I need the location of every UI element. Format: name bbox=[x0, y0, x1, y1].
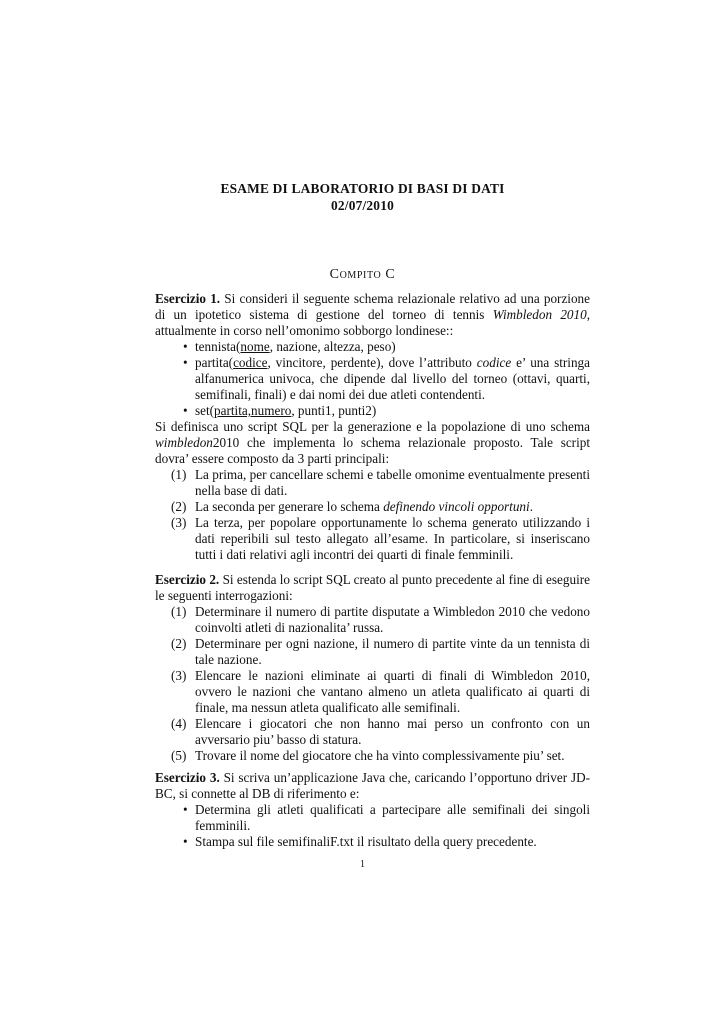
exercise-3 bbox=[155, 770, 590, 850]
primary-key: nome bbox=[240, 339, 270, 354]
paragraph-text-a: Si definisca uno script SQL per la generazione e la popolazione di uno schema bbox=[155, 419, 590, 434]
relation-name: partita( bbox=[195, 355, 234, 370]
item-text: La terza, per popolare opportunamente lo schema generato utilizzando i dati reperibili sul testo allegato all’esame. In particolare, si inseriscano tutti i dati relativi agli incontri dei quarti di finale femminili. bbox=[195, 515, 590, 562]
item-number: (3) bbox=[171, 668, 187, 683]
list-item: • Stampa sul file semifinaliF.txt il risultato della query precedente. bbox=[195, 834, 590, 850]
relation-attributes: , punti1, punti2) bbox=[291, 403, 377, 418]
item-text: Elencare le nazioni eliminate ai quarti di finali di Wimbledon 2010, ovvero le nazioni che vantano almeno un atleta qualificato ai quarti di finale, ma nessun atleta qualificato alle semifinali. bbox=[195, 668, 590, 715]
exercise-2 bbox=[155, 572, 590, 764]
item-text-end: . bbox=[529, 499, 533, 514]
exercise-2-intro-text: Si estenda lo script SQL creato al punto precedente al fine di eseguire le seguenti interrogazioni: bbox=[155, 572, 590, 603]
item-em: definendo vincoli opportuni bbox=[383, 499, 530, 514]
exercise-1-intro-text-a: Si consideri il seguente schema relazionale relativo ad una porzione di un ipotetico sistema di gestione del torneo di tennis bbox=[155, 291, 591, 322]
relation-attributes: , vincitore, perdente), dove l’attributo bbox=[267, 355, 477, 370]
exercise-1-intro-em: Wimbledon 2010 bbox=[492, 307, 587, 322]
list-item bbox=[171, 515, 590, 563]
relation-partita bbox=[195, 355, 590, 403]
exam-title: ESAME DI LABORATORIO DI BASI DI DATI bbox=[220, 181, 505, 196]
exercise-1 bbox=[155, 291, 590, 563]
item-number: (2) bbox=[171, 636, 187, 651]
item-number: (1) bbox=[171, 604, 187, 619]
exercise-3-label: Esercizio 3. bbox=[155, 770, 220, 785]
exercise-2-intro bbox=[155, 572, 590, 604]
exam-date: 02/07/2010 bbox=[330, 198, 394, 213]
relation-name: tennista( bbox=[195, 339, 241, 354]
item-number: (3) bbox=[171, 515, 187, 530]
item-number: (5) bbox=[171, 748, 187, 763]
item-text: La prima, per cancellare schemi e tabelle omonime eventualmente presenti nella base di dati. bbox=[195, 467, 590, 498]
page-number: 1 bbox=[360, 859, 365, 870]
query-list bbox=[155, 604, 590, 764]
list-item bbox=[171, 636, 590, 668]
list-item: • Determina gli atleti qualificati a partecipare alle semifinali dei singoli femminili. bbox=[195, 802, 590, 834]
item-number: (2) bbox=[171, 499, 187, 514]
exercise-1-intro bbox=[155, 291, 590, 339]
list-item bbox=[171, 748, 590, 764]
item-number: (1) bbox=[171, 467, 187, 482]
exercise-1-intro-text-b: , attualmente in corso nell’omonimo sobborgo londinese:: bbox=[155, 307, 590, 338]
item-text: Trovare il nome del giocatore che ha vinto complessivamente piu’ set. bbox=[195, 748, 565, 763]
exercise-2-label: Esercizio 2. bbox=[155, 572, 220, 587]
list-item bbox=[171, 668, 590, 716]
relation-list bbox=[155, 339, 590, 419]
relation-attributes: , nazione, altezza, peso) bbox=[269, 339, 396, 354]
attribute-em: codice bbox=[476, 355, 512, 370]
list-item bbox=[171, 716, 590, 748]
exercise-3-intro bbox=[155, 770, 590, 802]
item-text: Elencare i giocatori che non hanno mai perso un confronto con un avversario piu’ basso di statura. bbox=[195, 716, 590, 747]
task-list bbox=[155, 802, 590, 850]
exercise-1-paragraph bbox=[155, 419, 590, 467]
exercise-1-label: Esercizio 1. bbox=[155, 291, 221, 306]
relation-set bbox=[195, 403, 590, 419]
exercise-1-parts bbox=[155, 467, 590, 563]
paragraph-text-b: 2010 che implementa lo schema relazionale proposto. Tale script dovra’ essere composto da 3 parti principali: bbox=[155, 435, 590, 466]
relation-description: e’ una stringa alfanumerica univoca, che dipende dal livello del torneo (ottavi, quarti, semifinali, finali) e dai nomi dei due atleti contendenti. bbox=[195, 355, 591, 402]
item-text: Determinare il numero di partite disputate a Wimbledon 2010 che vedono coinvolti atleti di nazionalita’ russa. bbox=[195, 604, 590, 635]
item-text: La seconda per generare lo schema bbox=[195, 499, 384, 514]
list-item bbox=[171, 499, 590, 515]
item-number: (4) bbox=[171, 716, 187, 731]
paragraph-em: wimbledon bbox=[155, 435, 213, 450]
exercise-3-intro-text: Si scriva un’applicazione Java che, caricando l’opportuno driver JD-BC, si connette al DB di riferimento e: bbox=[155, 770, 591, 801]
relation-name: set( bbox=[195, 403, 215, 418]
list-item bbox=[171, 604, 590, 636]
list-item bbox=[171, 467, 590, 499]
primary-key: partita,numero bbox=[214, 403, 292, 418]
primary-key: codice bbox=[233, 355, 268, 370]
relation-tennista bbox=[195, 339, 590, 355]
compito-heading: Compito C bbox=[329, 267, 396, 282]
item-text: Determinare per ogni nazione, il numero di partite vinte da un tennista di tale nazione. bbox=[195, 636, 590, 667]
